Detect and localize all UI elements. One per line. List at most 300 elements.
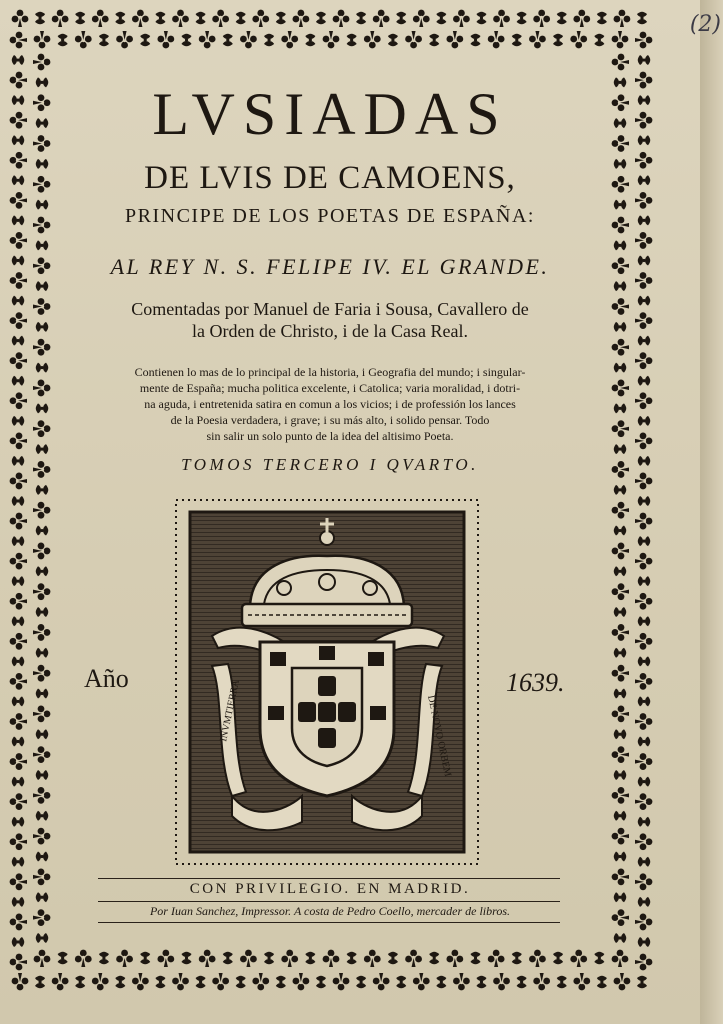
page-edge — [700, 0, 723, 1024]
fleuron-ornament-icon — [12, 95, 25, 105]
fleuron-ornament-icon — [34, 950, 51, 967]
fleuron-ornament-icon — [12, 937, 25, 947]
fleuron-ornament-icon — [635, 352, 652, 369]
fleuron-ornament-icon — [36, 852, 49, 862]
fleuron-ornament-icon — [413, 973, 430, 990]
fleuron-ornament-icon — [116, 31, 133, 48]
fleuron-ornament-icon — [614, 444, 627, 454]
fleuron-ornament-icon — [12, 255, 25, 265]
fleuron-ornament-icon — [614, 363, 627, 373]
fleuron-ornament-icon — [36, 322, 49, 332]
fleuron-ornament-icon — [36, 770, 49, 780]
fleuron-ornament-icon — [36, 444, 49, 454]
fleuron-ornament-icon — [453, 973, 470, 990]
rule-top — [98, 878, 560, 879]
fleuron-ornament-icon — [512, 952, 522, 965]
fleuron-ornament-icon — [223, 952, 233, 965]
fleuron-ornament-icon — [12, 696, 25, 706]
fleuron-ornament-icon — [33, 217, 50, 234]
fleuron-ornament-icon — [132, 973, 149, 990]
fleuron-ornament-icon — [223, 34, 233, 47]
fleuron-ornament-icon — [612, 583, 629, 600]
fleuron-ornament-icon — [638, 937, 651, 947]
fleuron-ornament-icon — [12, 656, 25, 666]
fleuron-ornament-icon — [446, 950, 463, 967]
fleuron-ornament-icon — [533, 10, 550, 27]
fleuron-ornament-icon — [373, 10, 390, 27]
fleuron-ornament-icon — [413, 10, 430, 27]
fleuron-ornament-icon — [12, 215, 25, 225]
fleuron-ornament-icon — [638, 376, 651, 386]
fleuron-ornament-icon — [33, 298, 50, 315]
fleuron-ornament-icon — [388, 952, 398, 965]
fleuron-ornament-icon — [614, 200, 627, 210]
fleuron-ornament-icon — [33, 543, 50, 560]
banner-right-text: DE NOVO ORBEM — [425, 694, 454, 778]
fleuron-ornament-icon — [594, 34, 604, 47]
fleuron-ornament-icon — [638, 857, 651, 867]
fleuron-ornament-icon — [12, 616, 25, 626]
fleuron-ornament-icon — [199, 950, 216, 967]
fleuron-ornament-icon — [92, 973, 109, 990]
fleuron-ornament-icon — [10, 152, 27, 169]
rule-middle — [98, 901, 560, 902]
fleuron-ornament-icon — [612, 54, 629, 71]
fleuron-ornament-icon — [635, 593, 652, 610]
fleuron-ornament-icon — [12, 135, 25, 145]
fleuron-ornament-icon — [614, 689, 627, 699]
fleuron-ornament-icon — [614, 933, 627, 943]
year-value: 1639. — [506, 668, 565, 697]
fleuron-ornament-icon — [157, 31, 174, 48]
fleuron-ornament-icon — [252, 10, 269, 27]
fleuron-ornament-icon — [155, 12, 165, 25]
fleuron-ornament-icon — [638, 496, 651, 506]
fleuron-ornament-icon — [36, 159, 49, 169]
fleuron-ornament-icon — [155, 976, 165, 989]
fleuron-ornament-icon — [635, 753, 652, 770]
fleuron-ornament-icon — [364, 950, 381, 967]
fleuron-ornament-icon — [612, 950, 629, 967]
fleuron-ornament-icon — [557, 976, 567, 989]
fleuron-ornament-icon — [12, 777, 25, 787]
fleuron-ornament-icon — [33, 380, 50, 397]
fleuron-ornament-icon — [323, 950, 340, 967]
fleuron-ornament-icon — [10, 753, 27, 770]
fleuron-ornament-icon — [116, 950, 133, 967]
fleuron-ornament-icon — [614, 281, 627, 291]
fleuron-ornament-icon — [612, 706, 629, 723]
fleuron-ornament-icon — [638, 175, 651, 185]
fleuron-ornament-icon — [10, 593, 27, 610]
dedication-line: AL REY N. S. FELIPE IV. EL GRANDE. — [110, 254, 550, 279]
fleuron-ornament-icon — [333, 10, 350, 27]
fleuron-ornament-icon — [35, 976, 45, 989]
fleuron-ornament-icon — [36, 892, 49, 902]
fleuron-ornament-icon — [305, 952, 315, 965]
commentator-line-2: la Orden de Christo, i de la Casa Real. — [192, 321, 468, 341]
fleuron-ornament-icon — [264, 952, 274, 965]
fleuron-ornament-icon — [33, 868, 50, 885]
fleuron-ornament-icon — [635, 833, 652, 850]
fleuron-ornament-icon — [635, 232, 652, 249]
fleuron-ornament-icon — [12, 55, 25, 65]
fleuron-ornament-icon — [33, 787, 50, 804]
fleuron-ornament-icon — [612, 502, 629, 519]
fleuron-ornament-icon — [635, 713, 652, 730]
fleuron-ornament-icon — [99, 952, 109, 965]
woodcut-emblem — [172, 496, 482, 868]
fleuron-ornament-icon — [196, 976, 206, 989]
fleuron-ornament-icon — [36, 729, 49, 739]
fleuron-ornament-icon — [529, 950, 546, 967]
fleuron-ornament-icon — [10, 473, 27, 490]
fleuron-ornament-icon — [33, 54, 50, 71]
fleuron-ornament-icon — [614, 526, 627, 536]
crowned-coat-of-arms-icon — [172, 496, 482, 868]
fleuron-ornament-icon — [612, 828, 629, 845]
fleuron-ornament-icon — [635, 72, 652, 89]
description-line-2: mente de España; mucha politica excelente, i Catolica; varia moralidad, i dotri- — [139, 381, 521, 395]
fleuron-ornament-icon — [638, 777, 651, 787]
rule-bottom — [98, 922, 560, 923]
fleuron-ornament-icon — [429, 34, 439, 47]
fleuron-ornament-icon — [33, 461, 50, 478]
fleuron-ornament-icon — [33, 135, 50, 152]
fleuron-ornament-icon — [12, 817, 25, 827]
fleuron-ornament-icon — [12, 737, 25, 747]
printer-line: Por Iuan Sanchez, Impressor. A costa de Pedro Coello, mercader de libros. — [149, 904, 511, 918]
fleuron-ornament-icon — [10, 673, 27, 690]
fleuron-ornament-icon — [638, 737, 651, 747]
fleuron-ornament-icon — [157, 950, 174, 967]
fleuron-ornament-icon — [635, 873, 652, 890]
fleuron-ornament-icon — [635, 312, 652, 329]
fleuron-ornament-icon — [33, 94, 50, 111]
fleuron-ornament-icon — [533, 973, 550, 990]
fleuron-ornament-icon — [557, 12, 567, 25]
fleuron-ornament-icon — [517, 976, 527, 989]
fleuron-ornament-icon — [612, 624, 629, 641]
fleuron-ornament-icon — [10, 272, 27, 289]
fleuron-ornament-icon — [316, 976, 326, 989]
fleuron-ornament-icon — [471, 34, 481, 47]
fleuron-ornament-icon — [58, 34, 68, 47]
fleuron-ornament-icon — [405, 31, 422, 48]
fleuron-ornament-icon — [33, 257, 50, 274]
fleuron-ornament-icon — [573, 10, 590, 27]
fleuron-ornament-icon — [36, 281, 49, 291]
fleuron-ornament-icon — [635, 633, 652, 650]
fleuron-ornament-icon — [364, 31, 381, 48]
fleuron-ornament-icon — [52, 10, 69, 27]
fleuron-ornament-icon — [10, 713, 27, 730]
fleuron-ornament-icon — [612, 94, 629, 111]
fleuron-ornament-icon — [36, 566, 49, 576]
fleuron-ornament-icon — [33, 176, 50, 193]
fleuron-ornament-icon — [236, 12, 246, 25]
fleuron-ornament-icon — [638, 135, 651, 145]
fleuron-ornament-icon — [597, 976, 607, 989]
fleuron-ornament-icon — [570, 31, 587, 48]
fleuron-ornament-icon — [12, 336, 25, 346]
fleuron-ornament-icon — [132, 10, 149, 27]
fleuron-ornament-icon — [281, 31, 298, 48]
fleuron-ornament-icon — [612, 380, 629, 397]
fleuron-ornament-icon — [638, 456, 651, 466]
author-line: DE LVIS DE CAMOENS, — [144, 160, 516, 196]
description-line-3: na aguda, i entretenida satira en comun a los vicios; i de professión los lances — [144, 397, 516, 411]
fleuron-ornament-icon — [281, 950, 298, 967]
fleuron-ornament-icon — [488, 31, 505, 48]
fleuron-ornament-icon — [635, 513, 652, 530]
fleuron-ornament-icon — [75, 12, 85, 25]
fleuron-ornament-icon — [614, 607, 627, 617]
subtitle-line: PRINCIPE DE LOS POETAS DE ESPAÑA: — [125, 205, 535, 227]
fleuron-ornament-icon — [614, 159, 627, 169]
fleuron-ornament-icon — [612, 909, 629, 926]
fleuron-ornament-icon — [10, 392, 27, 409]
fleuron-ornament-icon — [638, 616, 651, 626]
fleuron-ornament-icon — [612, 543, 629, 560]
fleuron-ornament-icon — [10, 873, 27, 890]
fleuron-ornament-icon — [635, 392, 652, 409]
fleuron-ornament-icon — [12, 376, 25, 386]
fleuron-ornament-icon — [635, 954, 652, 971]
fleuron-ornament-icon — [12, 175, 25, 185]
fleuron-ornament-icon — [10, 312, 27, 329]
fleuron-ornament-icon — [236, 976, 246, 989]
fleuron-ornament-icon — [488, 950, 505, 967]
fleuron-ornament-icon — [635, 272, 652, 289]
fleuron-ornament-icon — [612, 787, 629, 804]
fleuron-ornament-icon — [36, 933, 49, 943]
fleuron-ornament-icon — [10, 553, 27, 570]
fleuron-ornament-icon — [597, 12, 607, 25]
fleuron-ornament-icon — [635, 473, 652, 490]
fleuron-ornament-icon — [36, 689, 49, 699]
fleuron-ornament-icon — [635, 793, 652, 810]
fleuron-ornament-icon — [614, 485, 627, 495]
fleuron-ornament-icon — [10, 112, 27, 129]
fleuron-ornament-icon — [638, 255, 651, 265]
fleuron-ornament-icon — [99, 34, 109, 47]
description-line-5: sin salir un solo punto de la idea del altisimo Poeta. — [206, 429, 454, 443]
fleuron-ornament-icon — [12, 496, 25, 506]
fleuron-ornament-icon — [240, 950, 257, 967]
fleuron-ornament-icon — [36, 485, 49, 495]
fleuron-ornament-icon — [33, 420, 50, 437]
fleuron-ornament-icon — [305, 34, 315, 47]
fleuron-ornament-icon — [293, 10, 310, 27]
fleuron-ornament-icon — [36, 118, 49, 128]
fleuron-ornament-icon — [614, 403, 627, 413]
fleuron-ornament-icon — [573, 973, 590, 990]
fleuron-ornament-icon — [212, 10, 229, 27]
fleuron-ornament-icon — [33, 624, 50, 641]
fleuron-ornament-icon — [12, 416, 25, 426]
fleuron-ornament-icon — [476, 976, 486, 989]
fleuron-ornament-icon — [12, 576, 25, 586]
fleuron-ornament-icon — [453, 10, 470, 27]
commentator-line-1: Comentadas por Manuel de Faria i Sousa, Cavallero de — [131, 299, 529, 319]
volumes-line: TOMOS TERCERO I QVARTO. — [181, 455, 479, 474]
fleuron-ornament-icon — [614, 118, 627, 128]
fleuron-ornament-icon — [10, 32, 27, 49]
fleuron-ornament-icon — [446, 31, 463, 48]
fleuron-ornament-icon — [92, 10, 109, 27]
fleuron-ornament-icon — [212, 973, 229, 990]
fleuron-ornament-icon — [612, 31, 629, 48]
fleuron-ornament-icon — [635, 432, 652, 449]
description-line-4: de la Poesia verdadera, i grave; i su más alto, i solido pensar. Todo — [170, 413, 490, 427]
fleuron-ornament-icon — [12, 973, 29, 990]
fleuron-ornament-icon — [614, 770, 627, 780]
fleuron-ornament-icon — [264, 34, 274, 47]
fleuron-ornament-icon — [33, 502, 50, 519]
fleuron-ornament-icon — [172, 10, 189, 27]
fleuron-ornament-icon — [638, 576, 651, 586]
fleuron-ornament-icon — [637, 12, 647, 25]
fleuron-ornament-icon — [638, 336, 651, 346]
fleuron-ornament-icon — [347, 952, 357, 965]
fleuron-ornament-icon — [58, 952, 68, 965]
fleuron-ornament-icon — [637, 976, 647, 989]
fleuron-ornament-icon — [52, 973, 69, 990]
fleuron-ornament-icon — [240, 31, 257, 48]
fleuron-ornament-icon — [638, 95, 651, 105]
fleuron-ornament-icon — [638, 817, 651, 827]
fleuron-ornament-icon — [493, 10, 510, 27]
fleuron-ornament-icon — [594, 952, 604, 965]
fleuron-ornament-icon — [34, 31, 51, 48]
banner-left-text: INVMTIERRA — [218, 678, 242, 743]
fleuron-ornament-icon — [10, 192, 27, 209]
fleuron-ornament-icon — [635, 914, 652, 931]
fleuron-ornament-icon — [36, 403, 49, 413]
fleuron-ornament-icon — [333, 973, 350, 990]
fleuron-ornament-icon — [614, 77, 627, 87]
fleuron-ornament-icon — [10, 793, 27, 810]
fleuron-ornament-icon — [638, 55, 651, 65]
fleuron-ornament-icon — [12, 897, 25, 907]
fleuron-ornament-icon — [347, 34, 357, 47]
fleuron-ornament-icon — [638, 897, 651, 907]
fleuron-ornament-icon — [612, 135, 629, 152]
year-label: Año — [84, 664, 129, 693]
fleuron-ornament-icon — [252, 973, 269, 990]
fleuron-ornament-icon — [356, 12, 366, 25]
fleuron-ornament-icon — [405, 950, 422, 967]
fleuron-ornament-icon — [182, 952, 192, 965]
fleuron-ornament-icon — [512, 34, 522, 47]
fleuron-ornament-icon — [638, 416, 651, 426]
commentator-block — [105, 298, 555, 342]
fleuron-ornament-icon — [614, 852, 627, 862]
fleuron-ornament-icon — [638, 215, 651, 225]
fleuron-ornament-icon — [276, 12, 286, 25]
fleuron-ornament-icon — [614, 729, 627, 739]
fleuron-ornament-icon — [33, 909, 50, 926]
fleuron-ornament-icon — [517, 12, 527, 25]
fleuron-ornament-icon — [476, 12, 486, 25]
fleuron-ornament-icon — [612, 298, 629, 315]
fleuron-ornament-icon — [36, 240, 49, 250]
fleuron-ornament-icon — [356, 976, 366, 989]
fleuron-ornament-icon — [33, 339, 50, 356]
fleuron-ornament-icon — [436, 976, 446, 989]
fleuron-ornament-icon — [635, 553, 652, 570]
fleuron-ornament-icon — [493, 973, 510, 990]
fleuron-ornament-icon — [75, 31, 92, 48]
fleuron-ornament-icon — [612, 420, 629, 437]
fleuron-ornament-icon — [612, 868, 629, 885]
fleuron-ornament-icon — [635, 673, 652, 690]
fleuron-ornament-icon — [75, 976, 85, 989]
fleuron-ornament-icon — [614, 322, 627, 332]
fleuron-ornament-icon — [638, 296, 651, 306]
fleuron-ornament-icon — [612, 217, 629, 234]
fleuron-ornament-icon — [323, 31, 340, 48]
fleuron-ornament-icon — [115, 976, 125, 989]
book-title: LVSIADAS — [152, 81, 508, 147]
fleuron-ornament-icon — [36, 77, 49, 87]
fleuron-ornament-icon — [612, 461, 629, 478]
fleuron-ornament-icon — [553, 34, 563, 47]
fleuron-ornament-icon — [635, 192, 652, 209]
fleuron-ornament-icon — [12, 536, 25, 546]
fleuron-ornament-icon — [33, 746, 50, 763]
fleuron-ornament-icon — [396, 12, 406, 25]
fleuron-ornament-icon — [635, 152, 652, 169]
fleuron-ornament-icon — [196, 12, 206, 25]
fleuron-ornament-icon — [36, 200, 49, 210]
fleuron-ornament-icon — [10, 72, 27, 89]
fleuron-ornament-icon — [614, 892, 627, 902]
fleuron-ornament-icon — [10, 633, 27, 650]
fleuron-ornament-icon — [10, 232, 27, 249]
fleuron-ornament-icon — [36, 811, 49, 821]
fleuron-ornament-icon — [35, 12, 45, 25]
fleuron-ornament-icon — [316, 12, 326, 25]
fleuron-ornament-icon — [10, 352, 27, 369]
fleuron-ornament-icon — [293, 973, 310, 990]
fleuron-ornament-icon — [635, 112, 652, 129]
fleuron-ornament-icon — [612, 339, 629, 356]
fleuron-ornament-icon — [612, 746, 629, 763]
privilege-line: CON PRIVILEGIO. EN MADRID. — [189, 881, 471, 897]
fleuron-ornament-icon — [276, 976, 286, 989]
fleuron-ornament-icon — [140, 952, 150, 965]
fleuron-ornament-icon — [182, 34, 192, 47]
fleuron-ornament-icon — [614, 648, 627, 658]
fleuron-ornament-icon — [33, 706, 50, 723]
description-block — [108, 364, 552, 444]
fleuron-ornament-icon — [553, 952, 563, 965]
fleuron-ornament-icon — [436, 12, 446, 25]
fleuron-ornament-icon — [638, 656, 651, 666]
fleuron-ornament-icon — [10, 432, 27, 449]
fleuron-ornament-icon — [12, 857, 25, 867]
fleuron-ornament-icon — [36, 363, 49, 373]
fleuron-ornament-icon — [199, 31, 216, 48]
fleuron-ornament-icon — [36, 648, 49, 658]
fleuron-ornament-icon — [172, 973, 189, 990]
fleuron-ornament-icon — [612, 665, 629, 682]
fleuron-ornament-icon — [614, 973, 631, 990]
fleuron-ornament-icon — [373, 973, 390, 990]
fleuron-ornament-icon — [10, 914, 27, 931]
